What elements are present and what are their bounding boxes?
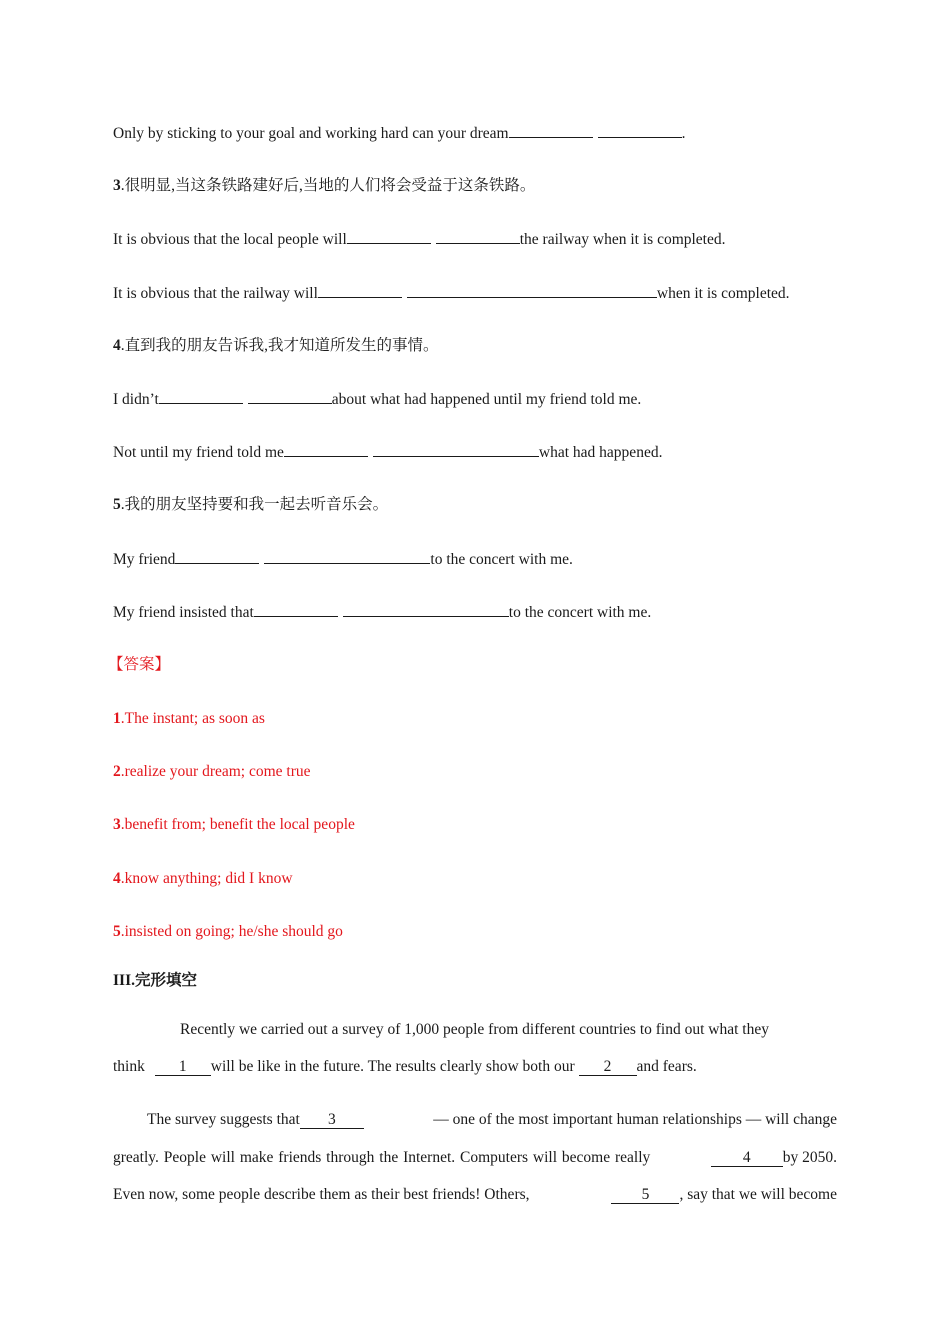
answer-blank[interactable] [407,283,657,298]
question-chinese-text: .直到我的朋友告诉我,我才知道所发生的事情。 [120,337,439,354]
passage-segment [147,1110,364,1130]
answer-number: 5 [113,923,121,940]
passage-text: by 2050. [782,1149,837,1166]
passage-text: greatly. People will make friends through the Internet. Computers will become really [113,1149,651,1166]
passage-segment [711,1148,837,1168]
sentence-text: about what had happened until my friend told me. [331,391,642,408]
answer-text: .realize your dream; come true [120,763,311,780]
answer-number: 3 [113,816,121,833]
question-4-chinese [113,336,439,356]
answer-blank[interactable] [175,549,259,564]
sentence-text: Not until my friend told me [113,444,284,461]
sentence-text: It is obvious that the railway will [113,285,318,302]
question-chinese-text: .我的朋友坚持要和我一起去听音乐会。 [120,496,389,513]
sentence-text: what had happened. [538,444,663,461]
sentence-q5b [113,602,651,623]
sentence-text: My friend [113,551,176,568]
answer-item [113,869,293,889]
answer-number: 4 [113,870,121,887]
passage-line [113,1148,837,1168]
answer-item [113,762,311,782]
section-heading: III.完形填空 [113,972,197,989]
passage-text: The survey suggests that [147,1111,300,1128]
passage-line [113,1185,837,1205]
passage-text: Recently we carried out a survey of 1,000 people from different countries to find out what they [180,1021,769,1038]
answer-blank[interactable] [254,602,338,617]
cloze-blank-1[interactable]: 1 [155,1059,211,1076]
answer-item [113,922,343,942]
answer-blank[interactable] [159,389,243,404]
answer-blank[interactable] [598,123,682,138]
question-number: 4 [113,337,121,354]
sentence-q4a [113,389,641,410]
answer-blank[interactable] [509,123,593,138]
cloze-blank-2[interactable]: 2 [579,1059,637,1076]
sentence-text: the railway when it is completed. [519,231,726,248]
answer-number: 2 [113,763,121,780]
sentence-text: My friend insisted that [113,604,254,621]
sentence-text: I didn’t [113,391,159,408]
passage-text: — one of the most important human relationships — will change [433,1111,837,1128]
sentence-q3b [113,283,790,304]
passage-text: will be like in the future. The results clearly show both our [210,1058,575,1075]
answer-text: .insisted on going; he/she should go [120,923,343,940]
sentence-end: . [681,125,686,142]
sentence-text: to the concert with me. [508,604,652,621]
passage-line [113,1020,837,1040]
answer-text: .The instant; as soon as [120,710,265,727]
answer-item [113,709,265,729]
answer-number: 1 [113,710,121,727]
passage-line [113,1110,837,1130]
answer-blank[interactable] [343,602,509,617]
passage-line [113,1057,837,1077]
sentence-text: Only by sticking to your goal and working hard can your dream [113,125,509,142]
answer-blank[interactable] [347,229,431,244]
question-3-chinese [113,176,535,196]
answer-text: .know anything; did I know [120,870,293,887]
question-number: 3 [113,177,121,194]
cloze-blank-3[interactable]: 3 [300,1112,364,1129]
passage-text: think [113,1058,145,1075]
answer-blank[interactable] [264,549,430,564]
answer-blank[interactable] [373,442,539,457]
passage-segment [611,1185,837,1205]
answer-text: .benefit from; benefit the local people [120,816,355,833]
sentence-q4b [113,442,662,463]
sentence-q3a [113,229,726,250]
answer-blank[interactable] [318,283,402,298]
answer-item [113,815,355,835]
answer-heading: 【答案】 [108,656,171,673]
cloze-blank-4[interactable]: 4 [711,1150,783,1167]
sentence-text: to the concert with me. [430,551,573,568]
passage-text: and fears. [636,1058,697,1075]
cloze-blank-5[interactable]: 5 [611,1187,679,1204]
sentence-q5a [113,549,573,570]
question-5-chinese [113,495,388,515]
question-number: 5 [113,496,121,513]
question-chinese-text: .很明显,当这条铁路建好后,当地的人们将会受益于这条铁路。 [120,177,536,194]
answer-blank[interactable] [284,442,368,457]
passage-text: , say that we will become [679,1186,837,1203]
sentence-text: when it is completed. [656,285,790,302]
passage-text: Even now, some people describe them as their best friends! Others, [113,1186,530,1203]
answer-blank[interactable] [436,229,520,244]
answer-blank[interactable] [248,389,332,404]
sentence-q2b [113,123,685,144]
sentence-text: It is obvious that the local people will [113,231,347,248]
